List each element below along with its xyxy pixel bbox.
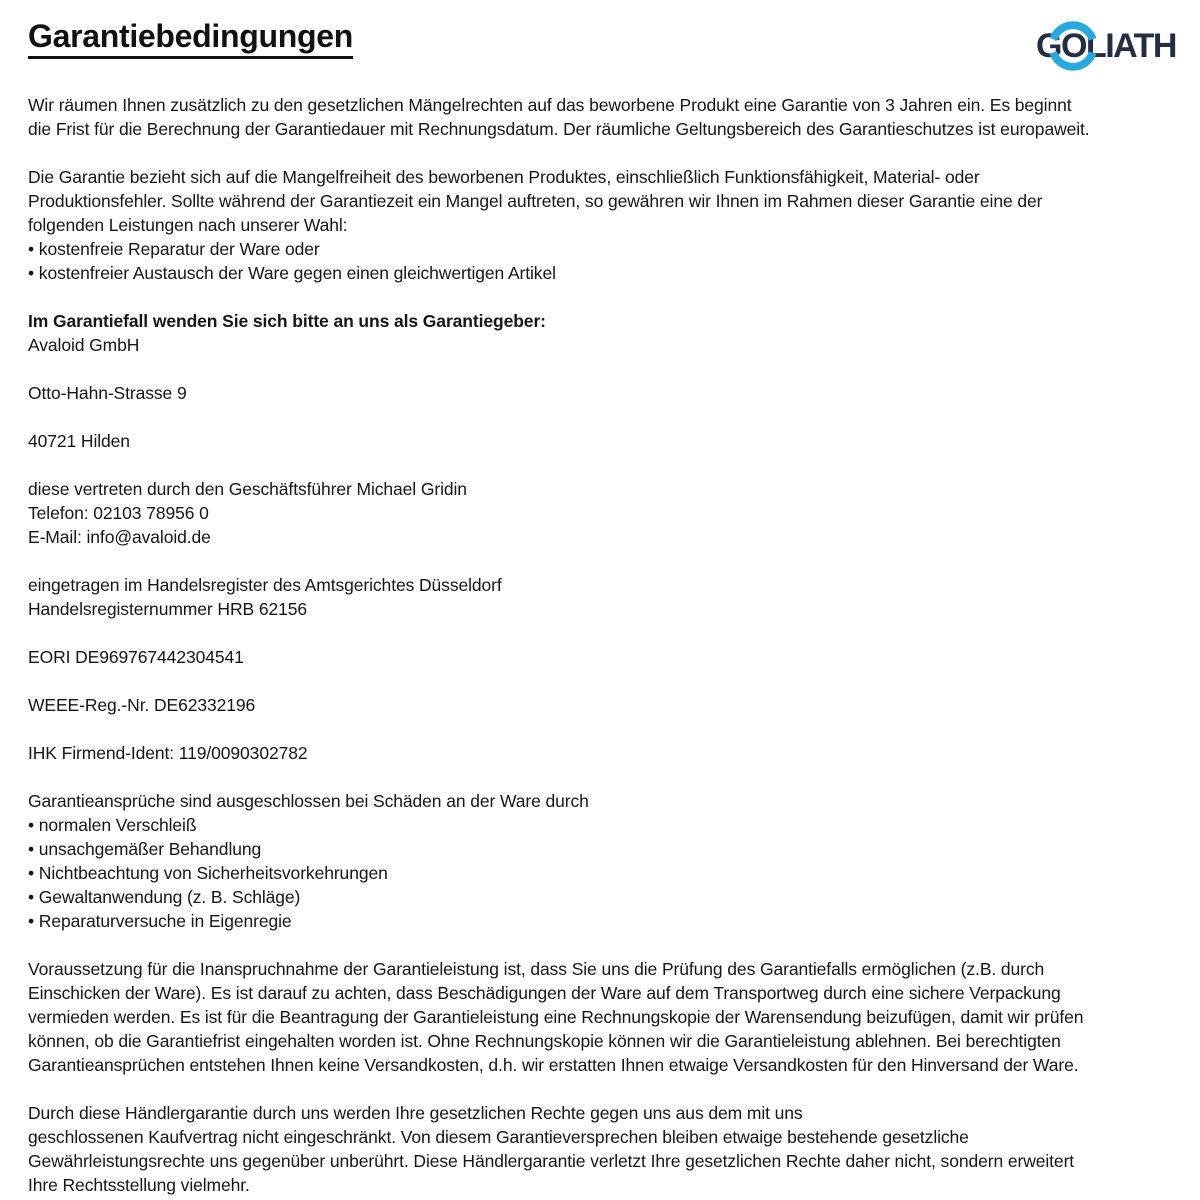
text-line: Durch diese Händlergarantie durch uns werden Ihre gesetzlichen Rechte gegen uns aus dem mit uns <box>28 1103 803 1123</box>
text-line: IHK Firmend-Ident: 119/0090302782 <box>28 743 308 763</box>
text-line: folgenden Leistungen nach unserer Wahl: <box>28 215 348 235</box>
text-line: können, ob die Garantiefrist eingehalten worden ist. Ohne Rechnungskopie können wir die Garantieleistung ablehnen. Bei berechtigten <box>28 1031 1061 1051</box>
blank-line <box>28 669 1090 693</box>
goliath-logo <box>1036 12 1176 80</box>
logo-letter-o: O <box>1060 27 1086 65</box>
text-line: Ihre Rechtsstellung vielmehr. <box>28 1175 250 1195</box>
blank-line <box>28 1077 1090 1101</box>
text-line: E-Mail: info@avaloid.de <box>28 527 211 547</box>
bullet-line: • kostenfreie Reparatur der Ware oder <box>28 239 320 259</box>
blank-line <box>28 405 1090 429</box>
text-line: Wir räumen Ihnen zusätzlich zu den gesetzlichen Mängelrechten auf das beworbene Produkt eine Garantie von 3 Jahren ein. Es beginnt <box>28 95 1072 115</box>
text-line: Telefon: 02103 78956 0 <box>28 503 209 523</box>
bullet-line: • Reparaturversuche in Eigenregie <box>28 911 292 931</box>
bullet-line: • normalen Verschleiß <box>28 815 197 835</box>
text-line: Im Garantiefall wenden Sie sich bitte an uns als Garantiegeber: <box>28 311 546 331</box>
blank-line <box>28 357 1090 381</box>
blank-line <box>28 765 1090 789</box>
text-line: Einschicken der Ware). Es ist darauf zu achten, dass Beschädigungen der Ware auf dem Transportweg durch eine sichere Verpackung <box>28 983 1061 1003</box>
text-line: geschlossenen Kaufvertrag nicht eingeschränkt. Von diesem Garantieversprechen bleiben etwaige bestehende gesetzliche <box>28 1127 969 1147</box>
text-line: Garantieansprüche sind ausgeschlossen bei Schäden an der Ware durch <box>28 791 589 811</box>
bullet-line: • kostenfreier Austausch der Ware gegen einen gleichwertigen Artikel <box>28 263 556 283</box>
bullet-line: • Gewaltanwendung (z. B. Schläge) <box>28 887 301 907</box>
text-line: Otto-Hahn-Strasse 9 <box>28 383 187 403</box>
document-body <box>28 93 1090 1197</box>
text-line: eingetragen im Handelsregister des Amtsgerichtes Düsseldorf <box>28 575 502 595</box>
blank-line <box>28 933 1090 957</box>
text-line: diese vertreten durch den Geschäftsführer Michael Gridin <box>28 479 467 499</box>
blank-line <box>28 549 1090 573</box>
logo-o-with-arcs <box>1061 12 1086 80</box>
blank-line <box>28 285 1090 309</box>
blank-line <box>28 717 1090 741</box>
text-line: Avaloid GmbH <box>28 335 140 355</box>
text-line: Produktionsfehler. Sollte während der Garantiezeit ein Mangel auftreten, so gewähren wir Ihnen im Rahmen dieser Garantie eine der <box>28 191 1043 211</box>
text-line: Gewährleistungsrechte uns gegenüber unberührt. Diese Händlergarantie verletzt Ihre gesetzlichen Rechte daher nicht, sondern erweitert <box>28 1151 1075 1171</box>
text-line: Die Garantie bezieht sich auf die Mangelfreiheit des beworbenen Produktes, einschließlich Funktionsfähigkeit, Material- oder <box>28 167 980 187</box>
blank-line <box>28 453 1090 477</box>
blank-line <box>28 141 1090 165</box>
blank-line <box>28 621 1090 645</box>
text-line: vermieden werden. Es ist für die Beantragung der Garantieleistung eine Rechnungskopie der Warensendung beizufügen, damit wir prüfen <box>28 1007 1084 1027</box>
page-title <box>28 18 353 59</box>
bullet-line: • Nichtbeachtung von Sicherheitsvorkehrungen <box>28 863 388 883</box>
text-line: die Frist für die Berechnung der Garantiedauer mit Rechnungsdatum. Der räumliche Geltungsbereich des Garantieschutzes ist europaweit. <box>28 119 1090 139</box>
page-title-text: Garantiebedingungen <box>28 18 353 59</box>
text-line: WEEE-Reg.-Nr. DE62332196 <box>28 695 256 715</box>
bullet-line: • unsachgemäßer Behandlung <box>28 839 262 859</box>
logo-letter-g: G <box>1036 27 1061 65</box>
text-line: Garantieansprüchen entstehen Ihnen keine Versandkosten, d.h. wir erstatten Ihnen etwaige Versandkosten für den Hinversand der Ware. <box>28 1055 1079 1075</box>
text-line: EORI DE969767442304541 <box>28 647 244 667</box>
text-line: Voraussetzung für die Inanspruchnahme der Garantieleistung ist, dass Sie uns die Prüfung des Garantiefalls ermöglichen (z.B. durch <box>28 959 1045 979</box>
text-line: Handelsregisternummer HRB 62156 <box>28 599 307 619</box>
text-line: 40721 Hilden <box>28 431 130 451</box>
logo-letters-liath: LIATH <box>1085 27 1176 65</box>
